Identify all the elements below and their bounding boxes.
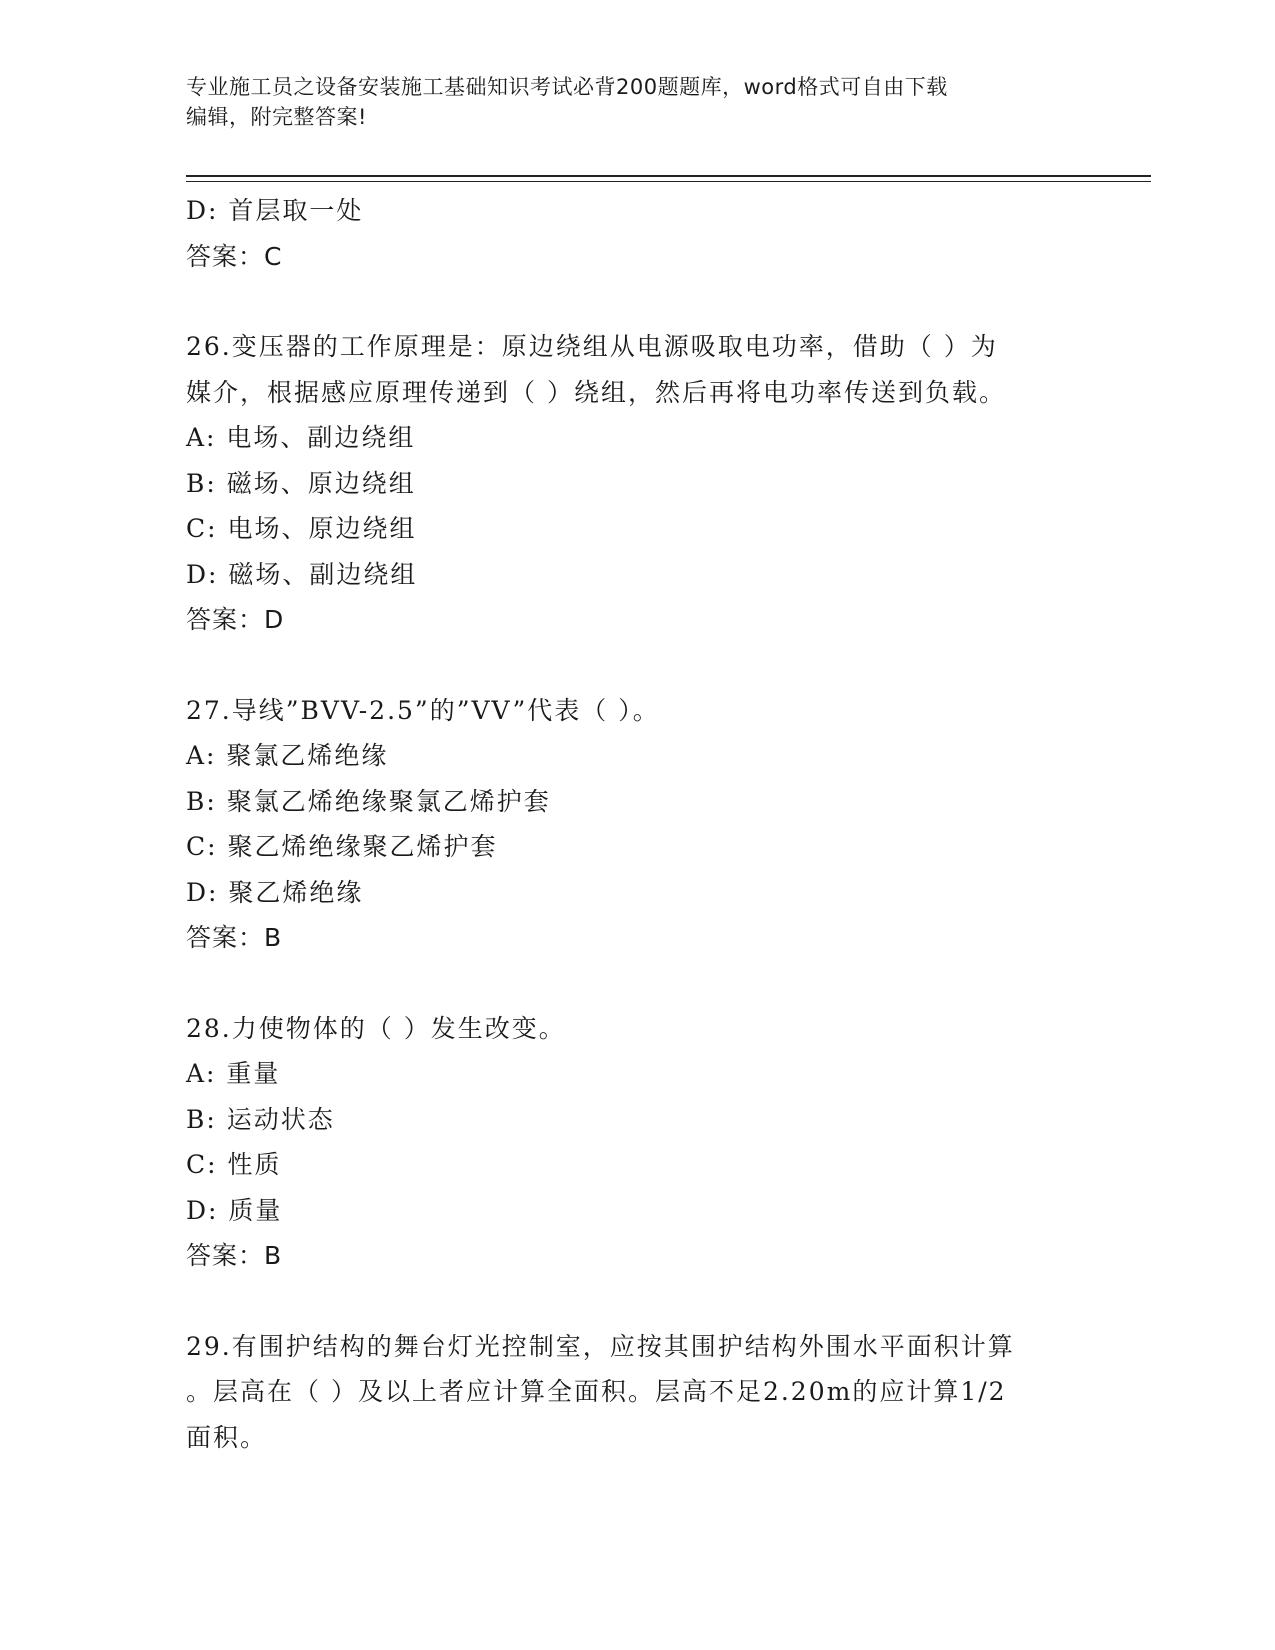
header-divider-thin [186,181,1151,182]
page-header [186,72,1066,132]
question-stem: 媒介，根据感应原理传递到（ ）绕组，然后再将电功率传送到负载。 [186,377,1006,407]
option-c: C: 聚乙烯绝缘聚乙烯护套 [186,832,498,861]
answer: 答案：B [186,923,283,952]
option-c: C: 性质 [186,1150,282,1179]
question-stem: 28.力使物体的（ ）发生改变。 [186,1013,566,1043]
option-a: A: 电场、副边绕组 [186,423,416,452]
option-b: B: 运动状态 [186,1104,335,1134]
question-stem: 29.有围护结构的舞台灯光控制室，应按其围护结构外围水平面积计算 [186,1331,1015,1361]
question-stem: 26.变压器的工作原理是：原边绕组从电源吸取电功率，借助（ ）为 [186,332,998,361]
option-d: D: 磁场、副边绕组 [186,559,418,589]
option-a: A: 聚氯乙烯绝缘 [186,741,389,770]
option-d: D: 聚乙烯绝缘 [186,877,364,907]
question-stem: 。层高在（ ）及以上者应计算全面积。层高不足2.20m的应计算1/2 [186,1377,1007,1406]
question-content [186,188,1086,1460]
option-c: C: 电场、原边绕组 [186,514,417,543]
answer: 答案：B [186,1241,283,1270]
option-b: B: 聚氯乙烯绝缘聚氯乙烯护套 [186,786,551,816]
header-divider [186,175,1151,177]
answer: 答案：C [186,241,283,271]
header-line-2: 编辑，附完整答案! [186,105,367,129]
answer: 答案：D [186,605,285,634]
question-stem: 27.导线”BVV-2.5”的”VV”代表（ ）。 [186,695,660,725]
option-d: D: 首层取一处 [186,196,364,225]
header-line-1: 专业施工员之设备安装施工基础知识考试必背200题题库，word格式可自由下载 [186,75,948,99]
option-a: A: 重量 [186,1059,281,1088]
question-stem: 面积。 [186,1422,268,1452]
option-d: D: 质量 [186,1195,283,1225]
option-b: B: 磁场、原边绕组 [186,468,416,498]
